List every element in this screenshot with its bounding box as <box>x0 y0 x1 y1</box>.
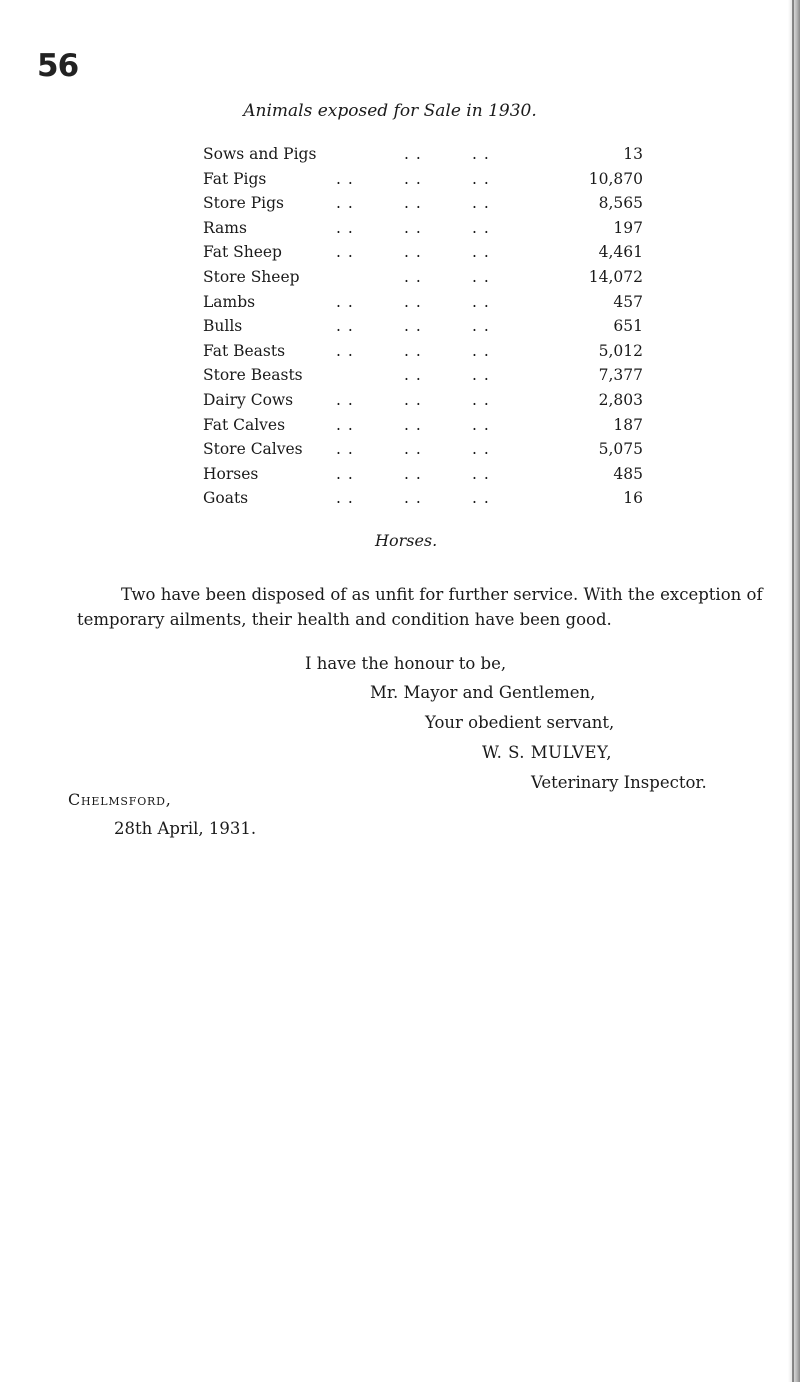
leader-dots: . . <box>472 415 490 434</box>
salutation-line: Mr. Mayor and Gentlemen, <box>370 683 596 702</box>
leader-dots: . . <box>472 292 490 311</box>
animal-count: 16 <box>623 489 643 508</box>
animal-count: 7,377 <box>598 366 643 385</box>
table-row <box>203 440 643 465</box>
leader-dots: . . <box>336 218 354 237</box>
animal-name: Goats <box>203 489 249 508</box>
leader-dots: . . <box>404 341 422 360</box>
animal-count: 2,803 <box>598 390 643 409</box>
leader-dots: . . <box>472 341 490 360</box>
table-row <box>203 293 643 318</box>
leader-dots: . . <box>404 489 422 508</box>
animal-count: 485 <box>613 464 643 483</box>
leader-dots: . . <box>336 440 354 459</box>
section-heading-horses: Horses. <box>375 531 438 550</box>
table-row <box>203 219 643 244</box>
place-name: Chelmsford, <box>68 790 172 809</box>
horses-text: Two have been disposed of as unfit for further service. With the exception of temporary ailments, their health and condition have been good. <box>77 585 763 629</box>
table-row <box>203 145 643 170</box>
leader-dots: . . <box>404 390 422 409</box>
leader-dots: . . <box>472 145 490 163</box>
table-row <box>203 317 643 342</box>
table-row <box>203 391 643 416</box>
animals-table <box>203 145 643 514</box>
animal-count: 4,461 <box>598 243 643 262</box>
table-title: Animals exposed for Sale in 1930. <box>243 101 537 121</box>
animal-name: Store Pigs <box>203 194 284 213</box>
leader-dots: . . <box>404 292 422 311</box>
leader-dots: . . <box>336 489 354 508</box>
animal-name: Fat Pigs <box>203 169 267 188</box>
animal-count: 651 <box>613 317 643 336</box>
leader-dots: . . <box>472 366 490 385</box>
leader-dots: . . <box>472 390 490 409</box>
animal-name: Bulls <box>203 317 243 336</box>
animal-name: Fat Sheep <box>203 243 282 262</box>
animal-count: 187 <box>613 415 643 434</box>
leader-dots: . . <box>336 243 354 262</box>
leader-dots: . . <box>472 489 490 508</box>
table-title-wrap <box>0 101 800 121</box>
closing-line: I have the honour to be, <box>305 654 507 673</box>
leader-dots: . . <box>404 464 422 483</box>
leader-dots: . . <box>336 464 354 483</box>
valediction-line: Your obedient servant, <box>425 713 615 732</box>
table-row <box>203 366 643 391</box>
leader-dots: . . <box>336 194 354 213</box>
signature-name: W. S. MULVEY, <box>482 743 613 762</box>
leader-dots: . . <box>404 317 422 336</box>
animal-count: 5,012 <box>598 341 643 360</box>
table-row <box>203 342 643 367</box>
leader-dots: . . <box>472 440 490 459</box>
horses-paragraph <box>77 582 767 632</box>
leader-dots: . . <box>336 415 354 434</box>
page-edge-shadow <box>788 0 800 1382</box>
table-row <box>203 170 643 195</box>
animal-name: Store Beasts <box>203 366 303 385</box>
animal-count: 5,075 <box>598 440 643 459</box>
page-number: 56 <box>37 48 79 84</box>
animal-name: Horses <box>203 464 259 483</box>
leader-dots: . . <box>404 243 422 262</box>
table-row <box>203 268 643 293</box>
animal-count: 10,870 <box>588 169 643 188</box>
leader-dots: . . <box>472 218 490 237</box>
animal-count: 14,072 <box>588 267 643 286</box>
animal-count: 13 <box>623 145 643 163</box>
table-row <box>203 416 643 441</box>
leader-dots: . . <box>336 317 354 336</box>
leader-dots: . . <box>404 218 422 237</box>
leader-dots: . . <box>336 292 354 311</box>
leader-dots: . . <box>472 464 490 483</box>
animal-count: 457 <box>613 292 643 311</box>
table-row <box>203 194 643 219</box>
animal-count: 197 <box>613 218 643 237</box>
leader-dots: . . <box>472 169 490 188</box>
animal-name: Store Sheep <box>203 267 300 286</box>
animal-name: Lambs <box>203 292 256 311</box>
leader-dots: . . <box>472 243 490 262</box>
leader-dots: . . <box>472 267 490 286</box>
leader-dots: . . <box>336 169 354 188</box>
letter-date: 28th April, 1931. <box>114 819 257 838</box>
leader-dots: . . <box>404 366 422 385</box>
animal-name: Store Calves <box>203 440 303 459</box>
table-row <box>203 489 643 514</box>
page-edge-line <box>792 0 794 1382</box>
leader-dots: . . <box>472 317 490 336</box>
leader-dots: . . <box>404 194 422 213</box>
animal-name: Fat Calves <box>203 415 286 434</box>
table-row <box>203 243 643 268</box>
animal-name: Rams <box>203 218 247 237</box>
leader-dots: . . <box>404 267 422 286</box>
animal-name: Sows and Pigs <box>203 145 317 163</box>
table-row <box>203 465 643 490</box>
signature-title: Veterinary Inspector. <box>531 773 707 792</box>
leader-dots: . . <box>336 341 354 360</box>
animal-name: Dairy Cows <box>203 390 294 409</box>
animal-count: 8,565 <box>598 194 643 213</box>
leader-dots: . . <box>404 169 422 188</box>
leader-dots: . . <box>404 415 422 434</box>
leader-dots: . . <box>472 194 490 213</box>
animal-name: Fat Beasts <box>203 341 286 360</box>
leader-dots: . . <box>404 145 422 163</box>
leader-dots: . . <box>336 390 354 409</box>
leader-dots: . . <box>404 440 422 459</box>
